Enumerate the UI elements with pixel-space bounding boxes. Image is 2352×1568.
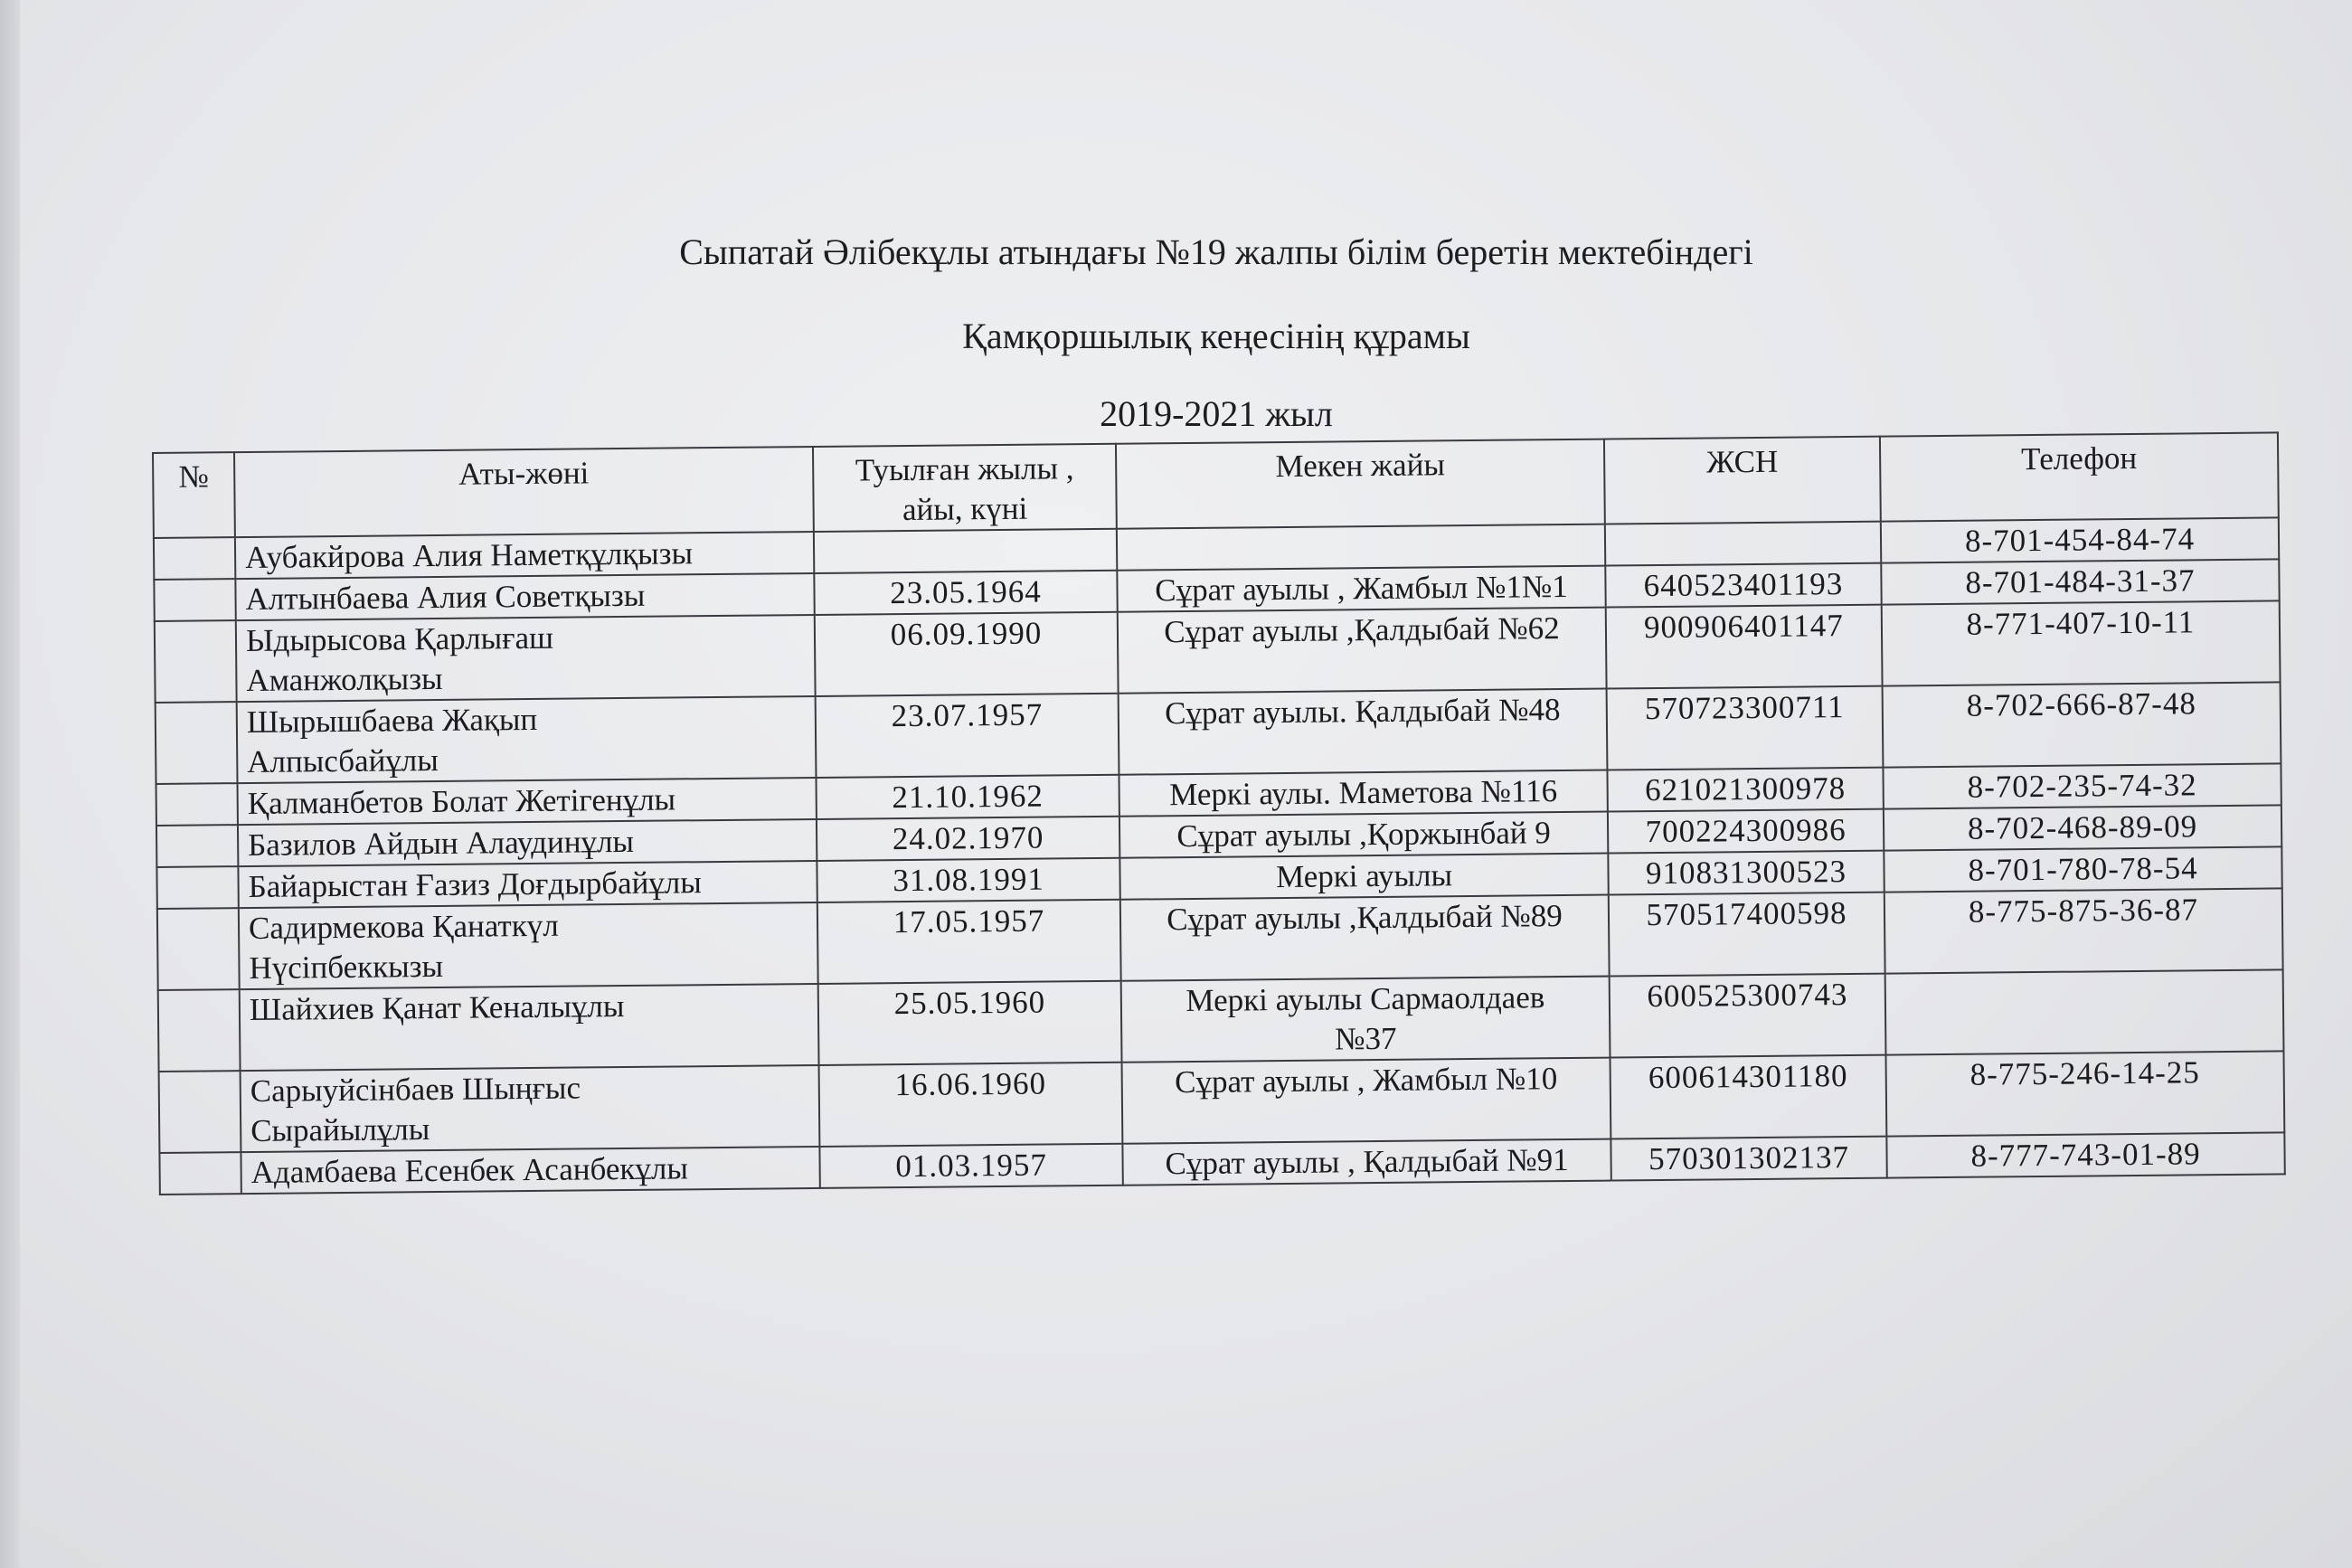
cell-phone: 8-702-666-87-48 [1883,682,2281,767]
cell-no [158,989,241,1072]
cell-name [241,1147,819,1194]
cell-address [1119,812,1608,858]
cell-name [241,1065,820,1152]
cell-iin: 570723300711 [1607,686,1884,770]
cell-name [238,778,817,825]
roster-table-wrapper [152,431,2284,1195]
cell-no [156,866,238,909]
cell-birth: 06.09.1990 [815,612,1119,696]
cell-name-line1: Шайхиев Қанат Кеналыұлы [249,988,625,1027]
cell-iin: 900906401147 [1606,605,1883,689]
cell-birth: 23.07.1957 [816,694,1119,778]
cell-name-line1: Садирмекова Қанаткүл [248,907,559,946]
cell-name [238,861,817,908]
column-header-birth [813,444,1117,532]
cell-address-line1: Сұрат ауылы ,Қалдыбай №89 [1167,898,1563,938]
cell-address [1119,770,1607,817]
cell-birth: 23.05.1964 [814,571,1117,615]
cell-address-line1: Меркі ауылы Сармаолдаев [1185,979,1545,1019]
cell-birth: 16.06.1960 [819,1063,1123,1147]
cell-phone: 8-775-875-36-87 [1884,888,2283,973]
cell-address-line1: Сұрат ауылы , Қалдыбай №91 [1165,1141,1569,1182]
cell-no [156,825,238,867]
cell-name [240,984,819,1071]
cell-address [1117,566,1605,612]
cell-no [156,702,238,784]
cell-phone: 8-702-468-89-09 [1884,805,2281,850]
cell-name-line2: Алпысбайұлы [247,741,439,780]
column-header-phone: Телефон [1880,432,2279,521]
cell-iin: 600525300743 [1610,974,1886,1058]
cell-phone [1885,969,2284,1054]
cell-name-line1: Шырышбаева Жақып [246,701,538,741]
cell-birth [814,529,1117,573]
cell-address-line1: Сұрат ауылы , Жамбыл №10 [1174,1061,1558,1100]
cell-phone: 8-771-407-10-11 [1882,600,2281,685]
cell-name-line1: Адамбаева Есенбек Асанбекұлы [250,1150,689,1190]
cell-name [237,696,817,783]
cell-iin: 621021300978 [1607,768,1883,812]
cell-name-line1: Байарыстан Ғазиз Доғдырбайұлы [248,864,702,904]
cell-iin: 640523401193 [1605,563,1881,608]
cell-no [157,908,240,990]
cell-birth: 21.10.1962 [816,775,1119,819]
cell-no [155,620,237,703]
cell-birth: 17.05.1957 [817,900,1121,984]
cell-iin: 570301302137 [1611,1137,1886,1181]
column-header-birth-line2: айы, күні [902,490,1028,528]
title-school: Сыпатай Әлібекұлы атындағы №19 жалпы білім беретін мектебіндегі [679,231,1753,272]
cell-name-line1: Алтынбаева Алия Советқызы [245,577,646,618]
cell-name-line1: Аубакйрова Алия Наметқұлқызы [244,535,694,576]
cell-address-line1: Меркі ауылы [1275,857,1453,895]
cell-birth: 31.08.1991 [817,858,1119,902]
cell-name-line1: Ыдырысова Қарлығаш [245,619,554,659]
cell-phone: 8-701-484-31-37 [1881,559,2279,604]
cell-name-line1: Қалманбетов Болат Жетігенұлы [247,781,676,822]
cell-no [154,579,235,621]
roster-table [152,431,2286,1195]
cell-phone: 8-701-780-78-54 [1884,846,2281,892]
cell-iin: 570517400598 [1609,893,1885,977]
cell-birth: 25.05.1960 [818,981,1122,1065]
title-council: Қамқоршылық кеңесінің құрамы [962,316,1470,356]
cell-name-line2: Аманжолқызы [246,660,443,699]
column-header-iin: ЖСН [1604,437,1881,524]
cell-address-line2: №37 [1334,1020,1397,1057]
cell-name [238,819,817,866]
cell-name-line2: Сырайылұлы [250,1111,430,1148]
cell-phone: 8-702-235-74-32 [1883,763,2281,808]
cell-address [1118,608,1607,694]
cell-address [1121,977,1611,1063]
cell-iin: 700224300986 [1608,809,1884,854]
cell-iin: 910831300523 [1608,851,1884,895]
cell-name [236,615,816,702]
cell-iin [1605,522,1881,566]
column-header-no: № [153,452,235,538]
cell-address [1119,854,1608,900]
column-header-birth-line1: Туылған жылы , [855,450,1074,488]
cell-address-line1: Сұрат ауылы ,Қалдыбай №62 [1164,610,1560,650]
column-header-address: Мекен жайы [1116,439,1605,529]
cell-address [1120,895,1610,981]
cell-address-line1: Меркі аулы. Маметова №116 [1169,773,1558,813]
cell-phone: 8-777-743-01-89 [1886,1132,2284,1177]
cell-address-line1: Сұрат ауылы , Жамбыл №1№1 [1155,568,1568,609]
cell-address [1119,689,1608,775]
cell-phone: 8-775-246-14-25 [1885,1051,2284,1136]
cell-name-line1: Базилов Айдын Алаудинұлы [247,823,635,863]
cell-birth: 24.02.1970 [817,817,1119,861]
cell-address [1122,1058,1611,1144]
cell-no [159,1071,241,1153]
cell-no [154,537,235,580]
cell-address-line1: Сұрат ауылы ,Қоржынбай 9 [1176,815,1551,855]
cell-address-line1: Сұрат ауылы. Қалдыбай №48 [1164,692,1561,732]
cell-iin: 600614301180 [1611,1055,1887,1139]
cell-birth: 01.03.1957 [819,1144,1122,1188]
cell-name [235,532,814,579]
cell-name-line1: Сарыуйсінбаев Шыңғыс [250,1070,581,1109]
cell-phone: 8-701-454-84-74 [1881,517,2279,562]
column-header-name: Аты-жөні [234,447,814,537]
cell-address [1122,1139,1611,1185]
title-years: 2019-2021 жыл [1100,393,1333,434]
cell-name-line2: Нүсіпбеккызы [249,948,444,986]
cell-address [1117,524,1605,571]
cell-no [159,1152,241,1195]
cell-no [156,783,238,826]
cell-name [235,573,814,620]
cell-name [239,902,818,989]
